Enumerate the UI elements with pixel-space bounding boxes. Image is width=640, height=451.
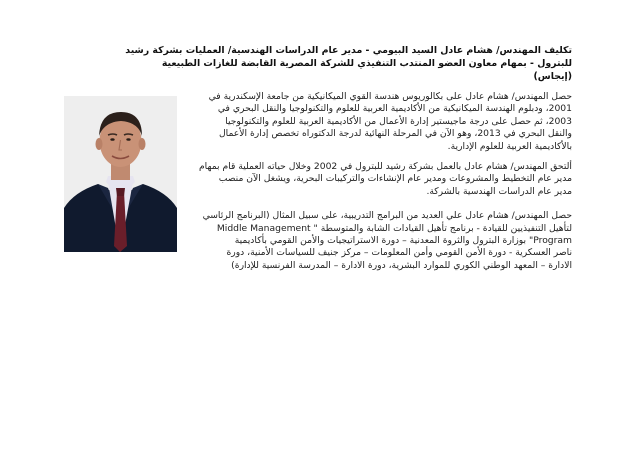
article-heading bbox=[125, 44, 572, 83]
paragraph-line: مدير عام الدراسات الهندسية بالشركة. bbox=[426, 185, 572, 197]
paragraph-line: 2001، ودبلوم الهندسة الميكانيكية من الأكاديمية العربية للعلوم والتكنولوجيا والنقل البحري في bbox=[217, 103, 572, 115]
paragraph-line: مدير عام التخطيط والمشروعات ومدير عام الإنشاءات والتركيبات البحرية، ويشغل الآن منصب bbox=[218, 173, 572, 185]
paragraph-line: 2003، ثم حصل على درجة ماجيستير إدارة الأعمال من الأكاديمية العربية للعلوم والتكنولوجيا bbox=[225, 115, 572, 127]
paragraph-line: ناصر العسكرية - دورة الأمن القومي وأمن المعلومات – مركز جنيف للسياسات الأمنية، دورة bbox=[226, 247, 572, 259]
paragraph-training bbox=[186, 210, 572, 272]
heading-line: تكليف المهندس/ هشام عادل السيد البيومي - مدير عام الدراسات الهندسية/ العمليات بشركة رشيد bbox=[125, 45, 572, 56]
paragraph-education bbox=[186, 91, 572, 153]
heading-line: للبترول - بمهام معاون العضو المنتدب التنفيذي للشركة المصرية القابضة للغازات الطبيعية bbox=[161, 58, 572, 69]
paragraph-line: الادارة – المعهد الوطني الكوري للموارد البشرية، دورة الادارة – المدرسة الفرنسية للإدارة) bbox=[231, 259, 572, 271]
heading-line: (إيجاس) bbox=[533, 71, 572, 82]
paragraph-line: Program" بوزارة البترول والثروة المعدنية – دورة الاستراتيجيات والأمن القومي بأكاديمية bbox=[234, 235, 572, 247]
paragraph-line: لتأهيل التنفيذيين للقيادة - برنامج تأهيل القيادات الشابة والمتوسطة " Middle Management bbox=[216, 222, 572, 234]
article-text bbox=[125, 44, 572, 280]
paragraph-line: حصل المهندس/ هشام عادل علي العديد من البرامج التدريبية، على سبيل المثال (البرنامج الرئاسي bbox=[202, 210, 572, 222]
paragraph-line: ألتحق المهندس/ هشام عادل بالعمل بشركة رشيد للبترول في 2002 وخلال حياته العملية قام بمهام bbox=[198, 161, 572, 173]
portrait-photo bbox=[64, 96, 177, 252]
paragraph-line: بالأكاديمية العربية للعلوم الإدارية. bbox=[447, 140, 572, 152]
paragraph-line: حصل المهندس/ هشام عادل على بكالوريوس هندسة القوي الميكانيكية من جامعة الإسكندرية في bbox=[208, 91, 572, 102]
portrait-photo-icon bbox=[64, 96, 177, 252]
paragraph-line: والنقل البحري في 2013، وهو الآن في المرحلة النهائية لدرجة الدكتوراه تخصص إدارة الأعمال bbox=[218, 128, 572, 140]
paragraph-career bbox=[186, 161, 572, 198]
